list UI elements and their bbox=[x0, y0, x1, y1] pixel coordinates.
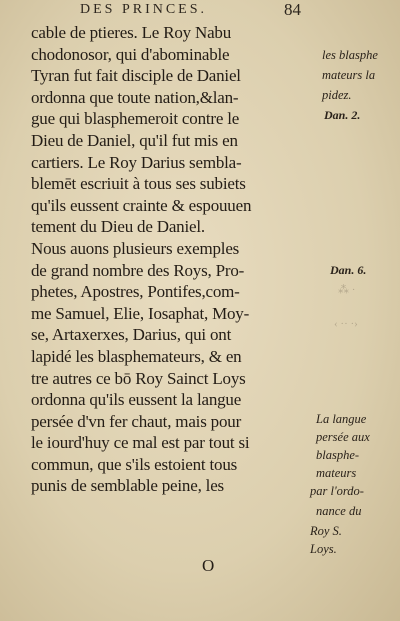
text-line: tement du Dieu de Daniel. bbox=[31, 217, 205, 237]
text-line: ordonna qu'ils eussent la langue bbox=[31, 390, 242, 410]
show-through-mark: ‹ ·· ·› bbox=[334, 318, 358, 330]
text-line: Dieu de Daniel, qu'il fut mis en bbox=[31, 130, 238, 150]
text-line: blemēt escriuit à tous ses subiets bbox=[31, 174, 246, 194]
text-line: de grand nombre des Roys, Pro- bbox=[31, 260, 245, 280]
margin-note-blasphemers-line: les blasphe bbox=[322, 48, 378, 62]
text-line: commun, que s'ils estoient tous bbox=[31, 454, 238, 474]
margin-note-tongue-line: blasphe- bbox=[316, 448, 360, 462]
margin-note-blasphemers-line: pidez. bbox=[322, 88, 352, 102]
running-head: DES PRINCES. bbox=[80, 2, 208, 17]
text-line: cartiers. Le Roy Darius sembla- bbox=[31, 152, 242, 172]
margin-reference-dan-2: Dan. 2. bbox=[324, 108, 361, 122]
text-line: phetes, Apostres, Pontifes,com- bbox=[31, 282, 240, 302]
text-line: le iourd'huy ce mal est par tout si bbox=[31, 433, 250, 453]
margin-note-tongue-line: mateurs bbox=[316, 466, 357, 480]
text-line: gue qui blasphemeroit contre le bbox=[31, 109, 240, 129]
margin-reference-dan-6: Dan. 6. bbox=[330, 263, 367, 277]
text-line: Tyran fut fait disciple de Daniel bbox=[31, 66, 241, 86]
page-number: 84 bbox=[284, 0, 301, 19]
text-line: qu'ils eussent crainte & espouuen bbox=[31, 195, 252, 215]
text-line: tre autres ce bō Roy Sainct Loys bbox=[31, 368, 246, 388]
text-line: punis de semblable peine, les bbox=[31, 476, 224, 496]
signature-mark: O bbox=[202, 556, 215, 575]
margin-note-tongue-line: Roy S. bbox=[310, 524, 342, 538]
text-line: ordonna que toute nation,&lan- bbox=[31, 87, 239, 107]
margin-note-tongue-line: persée aux bbox=[316, 430, 370, 444]
text-line: se, Artaxerxes, Darius, qui ont bbox=[31, 325, 232, 345]
margin-note-blasphemers-line: mateurs la bbox=[322, 68, 376, 82]
text-line: persée d'vn fer chaut, mais pour bbox=[31, 411, 242, 431]
text-line: me Samuel, Elie, Iosaphat, Moy- bbox=[31, 303, 250, 323]
margin-note-tongue-line: par l'ordo- bbox=[310, 484, 364, 498]
show-through-mark: ⁂ · bbox=[338, 284, 356, 296]
text-line: Nous auons plusieurs exemples bbox=[31, 238, 240, 258]
text-line: cable de ptieres. Le Roy Nabu bbox=[31, 23, 232, 42]
margin-note-tongue-line: La langue bbox=[316, 412, 367, 426]
text-line: lapidé les blasphemateurs, & en bbox=[31, 346, 242, 366]
margin-note-tongue-line: nance du bbox=[316, 504, 362, 518]
text-line: chodonosor, qui d'abominable bbox=[31, 44, 230, 64]
margin-note-tongue-line: Loys. bbox=[310, 542, 337, 556]
